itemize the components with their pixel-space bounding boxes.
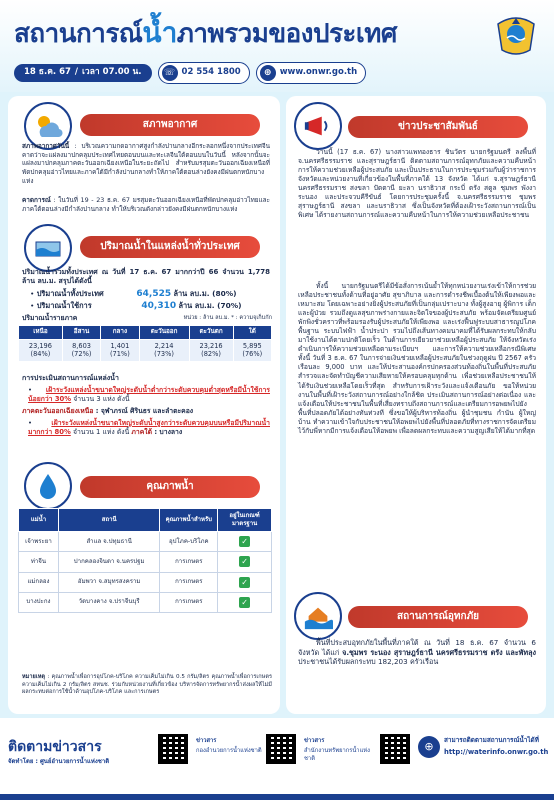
follow-sub: จัดทำโดย : ศูนย์อำนวยการน้ำแห่งชาติ xyxy=(8,758,110,765)
onwr-logo xyxy=(494,10,538,58)
region-value-west: 23,216 (82%) xyxy=(189,339,233,362)
water-total-value: 64,525 xyxy=(136,289,172,299)
water-quality-icon xyxy=(24,462,72,510)
water-summary: ปริมาณน้ำรวมทั้งประเทศ ณ วันที่ 17 ธ.ค. 67 มากกว่าปี 66 จำนวน 1,778 ล้าน ลบ.ม. สรุปได้ดังนี้ xyxy=(22,268,270,286)
assess-high: • เฝ้าระวังแหล่งน้ำขนาดใหญ่ระดับน้ำสูงกว่าระดับควบคุมบนหรือมีปริมาณน้ำมากกว่า 80% จำนวน 1 แห่ง ดังนี้ ภาคใต้ : บางลาง xyxy=(28,419,270,437)
assess-ne xyxy=(22,407,270,416)
flood-heading: สถานการณ์อุทกภัย xyxy=(348,606,528,628)
water-source-heading: ปริมาณน้ำในแหล่งน้ำทั่วประเทศ xyxy=(80,236,260,258)
assess-heading: การประเมินสถานการณ์แหล่งน้ำ xyxy=(22,374,119,382)
region-value-row xyxy=(19,339,272,362)
reservoir-icon xyxy=(24,224,72,272)
title-part-a: สถานการณ์ xyxy=(14,19,143,49)
check-icon: ✓ xyxy=(239,597,250,608)
water-total-label: ปริมาณน้ำทั้งประเทศ xyxy=(36,289,104,298)
flood-icon xyxy=(294,592,342,640)
website-pill[interactable] xyxy=(256,62,366,84)
situation-url[interactable]: http://waterinfo.onwr.go.th xyxy=(444,748,549,756)
weather-today-text: : บริเวณความกดอากาศสูงกำลังปานกลางอีกระลอกหนึ่งจากประเทศจีน คาดว่าจะแผ่ลงมาปกคลุมประเทศไทยตอนบนและทะเลจีนใต้ตอนบนในวันนี้ หลังจากนั้นจะแผ่ลงมาปกคลุมภาคตะวันออกเฉียงเหนือในระยะถัดไป สำหรับมรสุมตะวันออกเฉียงเหนือที่พัดปกคลุมอ่าวไทยและภาคใต้มีกำลังปานกลางทำให้ภาคใต้ตอนล่างยังคงมีฝนตกหนักบางแห่ง xyxy=(22,142,270,185)
quality-note-label: หมายเหตุ xyxy=(22,674,46,680)
quality-note xyxy=(22,674,272,697)
region-label: ปริมาณน้ำรายภาค xyxy=(22,314,78,322)
globe-icon: ⊕ xyxy=(418,736,440,758)
unit-note: หน่วย : ล้าน ลบ.ม. * : ความจุเก็บกัก xyxy=(183,315,272,321)
weather-heading: สภาพอากาศ xyxy=(80,114,260,136)
phone-number: 02 554 1800 xyxy=(181,67,241,78)
weather-forecast xyxy=(22,196,270,213)
weather-today-label: สภาพอากาศวันนี้ xyxy=(22,142,70,150)
water-usable-value: 40,310 xyxy=(141,301,177,311)
quality-col-standard: อยู่ในเกณฑ์มาตรฐาน xyxy=(218,509,272,532)
assess-low: • เฝ้าระวังแหล่งน้ำขนาดใหญ่ระดับน้ำต่ำกว่าระดับควบคุมต่ำสุดหรือมีน้ำใช้การน้อยกว่า 30% จำนวน 3 แห่ง ดังนี้ xyxy=(28,386,270,404)
flood-provinces: จ.ชุมพร ระนอง สุราษฎร์ธานี นครศรีธรรมราช ตรัง และพัทลุง xyxy=(342,647,536,657)
news-heading: ข่าวประชาสัมพันธ์ xyxy=(348,116,528,138)
region-col-west: ตะวันตก xyxy=(189,326,233,340)
ne-text: : จุฬาภรณ์ ศิรินธร และลำตะคอง xyxy=(93,407,194,415)
quality-col-station: สถานี xyxy=(58,509,160,532)
flood-text xyxy=(298,638,536,667)
follow-title: ติดตามข่าวสาร xyxy=(8,739,102,755)
phone-pill[interactable] xyxy=(158,62,250,84)
region-value-northeast: 8,603 (72%) xyxy=(62,339,100,362)
quality-note-text: : คุณภาพน้ำเพื่อการอุปโภค-บริโภค ความเค็มไม่เกิน 0.5 กรัม/ลิตร คุณภาพน้ำเพื่อการเกษตร ความเค็มไม่เกิน 2 กรัม/ลิตร สทนช. ร่วมกับหน่วยงานที่เกี่ยวข้อง บริหารจัดการทรัพยากรน้ำส่งผลให้ไม่มีผลกระทบต่อการใช้น้ำด้านอุปโภค-บริโภค และการเกษตร xyxy=(22,674,272,696)
weather-forecast-label: คาดการณ์ xyxy=(22,196,51,204)
footer xyxy=(0,718,554,800)
globe-icon: ⊕ xyxy=(260,65,276,81)
right-column xyxy=(286,96,546,714)
quality-col-river: แม่น้ำ xyxy=(19,509,59,532)
quality-row: บางปะกง วัดบางคาง จ.ปราจีนบุรี การเกษตร ✓ xyxy=(19,592,272,612)
south-text: : บางลาง xyxy=(151,428,183,437)
flood-text-b: ประชาชนได้รับผลกระทบ 182,203 ครัวเรือน xyxy=(298,657,439,667)
region-col-east: ตะวันออก xyxy=(139,326,189,340)
quality-row: แม่กลอง อัมพวา จ.สมุทรสงคราม การเกษตร ✓ xyxy=(19,572,272,592)
quality-row: เจ้าพระยา สำแล จ.ปทุมธานี อุปโภค-บริโภค ✓ xyxy=(19,532,272,552)
title-part-b: น้ำ xyxy=(142,16,177,49)
qr1-sub: กองอำนวยการน้ำแห่งชาติ xyxy=(196,748,262,754)
water-quality-heading: คุณภาพน้ำ xyxy=(80,476,260,498)
left-column xyxy=(8,96,280,714)
assess-low-text: เฝ้าระวังแหล่งน้ำขนาดใหญ่ระดับน้ำต่ำกว่าระดับควบคุมต่ำสุดหรือมีน้ำใช้การน้อยกว่า 30% xyxy=(28,386,270,404)
title-part-c: ภาพรวมของประเทศ xyxy=(176,19,397,49)
region-value-north: 23,196 (84%) xyxy=(19,339,63,362)
water-total-unit: ล้าน ลบ.ม. (80%) xyxy=(173,289,237,298)
page-title xyxy=(14,14,397,52)
region-col-south: ใต้ xyxy=(233,326,271,340)
weather-today xyxy=(22,142,270,185)
south-label: ภาคใต้ xyxy=(131,428,152,437)
region-header-row xyxy=(19,326,272,340)
water-total-row: • ปริมาณน้ำทั้งประเทศ 64,525 ล้าน ลบ.ม. (80%) xyxy=(30,289,237,299)
qr-code-news-onwr[interactable] xyxy=(266,734,296,764)
qr2-sub: สำนักงานทรัพยากรน้ำแห่งชาติ xyxy=(304,748,370,762)
weather-forecast-text: : ในวันที่ 19 - 23 ธ.ค. 67 มรสุมตะวันออกเฉียงเหนือที่พัดปกคลุมอ่าวไทยและภาคใต้ตอนล่างมีกำลังปานกลาง ทำให้บริเวณดังกล่าวยังคงมีฝนตกหนักบางแห่ง xyxy=(22,196,270,213)
qr2-label: ข่าวสาร xyxy=(304,738,325,744)
water-usable-row: • ปริมาณน้ำใช้การ 40,310 ล้าน ลบ.ม. (70%) xyxy=(30,301,242,311)
website-url: www.onwr.go.th xyxy=(279,67,358,78)
situation-label: สามารถติดตามสถานการณ์น้ำได้ที่ xyxy=(444,736,539,744)
region-col-northeast: อีสาน xyxy=(62,326,100,340)
date-text: 18 ธ.ค. 67 xyxy=(24,67,71,78)
check-icon: ✓ xyxy=(239,536,250,547)
region-col-north: เหนือ xyxy=(19,326,63,340)
footer-bar xyxy=(0,794,554,800)
flood-text-a: พื้นที่ประสบอุทกภัยในพื้นที่ภาคใต้ ณ วันที่ 18 ธ.ค. 67 จำนวน 6 จังหวัด ได้แก่ xyxy=(298,638,536,657)
region-col-central: กลาง xyxy=(101,326,139,340)
assess-high-tail: จำนวน 1 แห่ง ดังนี้ xyxy=(70,428,132,437)
region-value-east: 2,214 (73%) xyxy=(139,339,189,362)
time-text: เวลา 07.00 น. xyxy=(82,67,142,78)
qr-code-news-nwc[interactable] xyxy=(158,734,188,764)
date-time-pill: 18 ธ.ค. 67 / เวลา 07.00 น. xyxy=(14,64,152,81)
check-icon: ✓ xyxy=(239,556,250,567)
water-usable-unit: ล้าน ลบ.ม. (70%) xyxy=(178,301,242,310)
qr-code-waterinfo[interactable] xyxy=(380,734,410,764)
quality-row: ท่าจีน ปากคลองจินดา จ.นครปฐม การเกษตร ✓ xyxy=(19,552,272,572)
region-value-south: 5,895 (76%) xyxy=(233,339,271,362)
ne-label: ภาคตะวันออกเฉียงเหนือ xyxy=(22,407,94,415)
header xyxy=(0,0,554,92)
news-icon xyxy=(294,102,342,150)
quality-table xyxy=(18,508,272,613)
info-bar xyxy=(14,62,366,84)
news-para-2: ทั้งนี้ นายกรัฐมนตรีได้มีข้อสั่งการเน้นย้ำให้ทุกหน่วยงานเร่งเข้าให้การช่วยเหลือประชาชนทั้งด้านที่อยู่อาศัย สุขาภิบาล และการดำรงชีพเบื้องต้นให้เพียงพอและเหมาะสม โดยเฉพาะอย่างยิ่งผู้ประสบภัยที่เป็นกลุ่มเปราะบาง ทั้งผู้สูงอายุ ผู้พิการ เด็ก และผู้ป่วย รวมถึงดูแลสุขภาพร่างกายและจิตใจของผู้ประสบภัย พร้อมจัดเตรียมศูนย์พักพิงชั่วคราวที่พร้อมรองรับผู้ประสบภัยให้เพียงพอ และเร่งฟื้นฟูระบบสาธารณูปโภคพื้นฐาน ระบบไฟฟ้า น้ำประปา รวมไปถึงเส้นทางคมนาคมที่ได้รับผลกระทบให้กลับมาใช้งานได้ตามปกติโดยเร็ว ในด้านการเยียวยาช่วยเหลือผู้ประสบภัย ให้จังหวัดเร่งดำเนินการให้ความช่วยเหลือตามระเบียบฯ และการให้ความช่วยเหลือกรณีพิเศษ ทั้งนี้ วันที่ 3 ธ.ค. 67 ในการจ่ายเงินช่วยเหลือผู้ประสบภัยในช่วงฤดูฝน ปี 2567 ครัวเรือนละ 9,000 บาท และให้ประสานองค์กรปกครองส่วนท้องถิ่นในพื้นที่ประสบภัยสำรวจและจัดทำบัญชีความเสียหายให้ครอบคลุมทุกด้าน เพื่อช่วยเหลือประชาชนให้ได้รับเงินช่วยเหลือโดยเร็วที่สุด สำหรับการเฝ้าระวังและแจ้งเตือนภัย ขอให้หน่วยงานในพื้นที่เฝ้าระวังสถานการณ์อย่างใกล้ชิด ประเมินสถานการณ์อย่างต่อเนื่อง และแจ้งเตือนให้ประชาชนในพื้นที่เสี่ยงทราบถึงสถานการณ์และเตรียมการอพยพไปยังพื้นที่ปลอดภัยได้อย่างทันท่วงที ซึ่งขอให้ผู้บริหารท้องถิ่น ผู้นำชุมชน กำนัน ผู้ใหญ่บ้าน ทำความเข้าใจกับประชาชนให้อพยพไปยังพื้นที่ปลอดภัยที่ทางราชการจัดเตรียมไว้กับพี่หากมีการแจ้งเตือนให้อพยพ เพื่อลดผลกระทบและความสูญเสียให้ได้มากที่สุด xyxy=(298,282,536,435)
news-para-1: วานนี้ (17 ธ.ค. 67) นางสาวแพทองธาร ชินวัตร นายกรัฐมนตรี ลงพื้นที่ จ.นครศรีธรรมราช และสุราษฎร์ธานี ติดตามสถานการณ์อุทกภัยและความคืบหน้าการให้ความช่วยเหลือผู้ประสบภัย และเป็นประธานในการประชุมร่วมกับผู้ว่าราชการจังหวัดและหน่วยงานที่เกี่ยวข้องในพื้นที่ภาคใต้ 13 จังหวัด ได้แก่ จ.สุราษฎร์ธานี นครศรีธรรมราช สงขลา ปัตตานี ยะลา นราธิวาส กระบี่ ตรัง สตูล ชุมพร พังงา ระนอง และประจวบคีรีขันธ์ โดยการประชุมครั้งนี้ จ.นครศรีธรรมราช ชุมพร สุราษฎร์ธานี สงขลา และนราธิวาส ซึ่งเป็นจังหวัดที่ต้องเฝ้าระวังสถานการณ์เป็นพิเศษ ได้รายงานสถานการณ์และความคืบหน้าในการให้ความช่วยเหลือประชาชน xyxy=(298,148,536,220)
assess-high-text: เฝ้าระวังแหล่งน้ำขนาดใหญ่ระดับน้ำสูงกว่าระดับควบคุมบนหรือมีปริมาณน้ำมากกว่า 80% xyxy=(28,419,270,437)
region-value-central: 1,401 (71%) xyxy=(101,339,139,362)
check-icon: ✓ xyxy=(239,577,250,588)
quality-col-use: คุณภาพน้ำสำหรับ xyxy=(160,509,218,532)
quality-header-row xyxy=(19,509,272,532)
region-table xyxy=(18,325,272,362)
qr1-label: ข่าวสาร xyxy=(196,738,217,744)
assess-low-tail: จำนวน 3 แห่ง ดังนี้ xyxy=(71,395,130,404)
phone-icon: ☏ xyxy=(162,65,178,81)
water-usable-label: ปริมาณน้ำใช้การ xyxy=(36,301,92,310)
